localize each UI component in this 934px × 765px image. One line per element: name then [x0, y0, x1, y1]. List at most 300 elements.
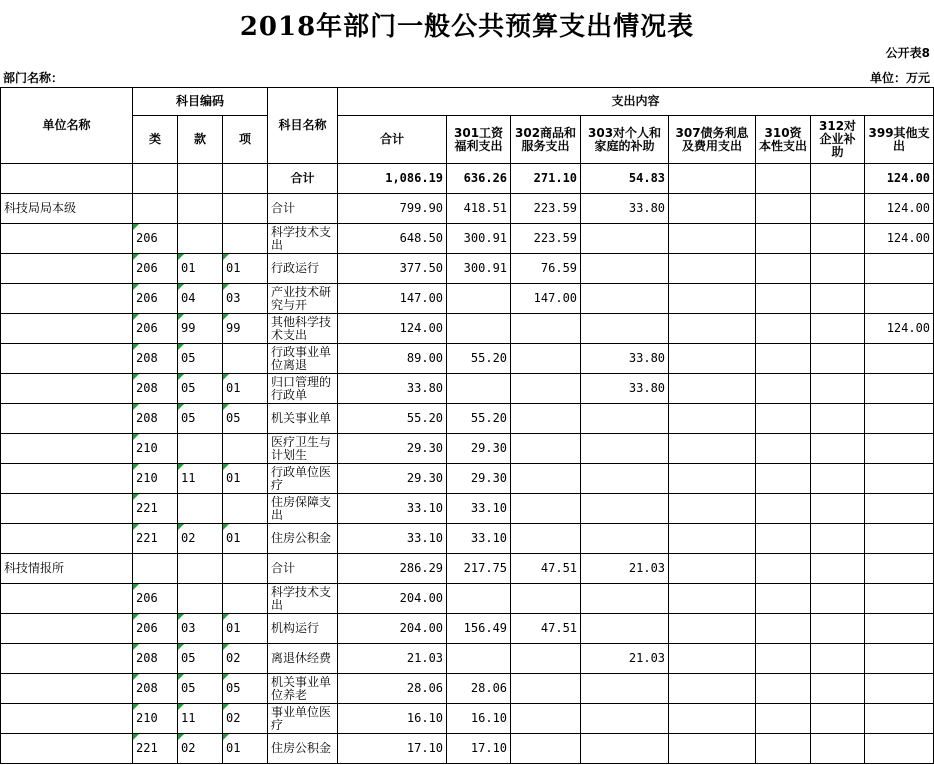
cell-unit: [1, 494, 133, 524]
cell-c301: 418.51: [447, 194, 511, 224]
cell-c301: 29.30: [447, 464, 511, 494]
cell-c399: [865, 434, 934, 464]
subject-name-text: 住房保障支出: [271, 495, 332, 522]
cell-c303: [581, 464, 669, 494]
cell-c399: [865, 254, 934, 284]
cell-name: [268, 254, 338, 284]
cell-c307: [669, 284, 756, 314]
cell-kuan: 05: [178, 374, 223, 404]
cell-c399: [865, 674, 934, 704]
cell-c302: [511, 734, 581, 764]
cell-c399: [865, 464, 934, 494]
cell-total: 204.00: [338, 614, 447, 644]
cell-c312: [811, 164, 865, 194]
cell-xiang: 01: [223, 734, 268, 764]
cell-name: [268, 524, 338, 554]
cell-c303: [581, 254, 669, 284]
cell-total: 286.29: [338, 554, 447, 584]
cell-name: [268, 554, 338, 584]
cell-xiang: [223, 584, 268, 614]
budget-table: [0, 87, 934, 764]
cell-unit: [1, 224, 133, 254]
cell-unit: [1, 734, 133, 764]
cell-c301: [447, 314, 511, 344]
cell-total: 29.30: [338, 434, 447, 464]
table-row: [1, 224, 934, 254]
cell-c301: 16.10: [447, 704, 511, 734]
cell-c302: [511, 494, 581, 524]
cell-lei: 206: [133, 254, 178, 284]
header-303: 303对个人和家庭的补助: [581, 116, 669, 164]
header-subject-name: 科目名称: [268, 88, 338, 164]
cell-unit: [1, 614, 133, 644]
cell-c312: [811, 614, 865, 644]
cell-kuan: [178, 224, 223, 254]
cell-c302: 223.59: [511, 194, 581, 224]
cell-total: 28.06: [338, 674, 447, 704]
cell-c301: 636.26: [447, 164, 511, 194]
cell-lei: 208: [133, 344, 178, 374]
cell-c399: 124.00: [865, 194, 934, 224]
cell-lei: [133, 164, 178, 194]
cell-c307: [669, 344, 756, 374]
subject-name-text: 住房公积金: [271, 742, 332, 755]
cell-kuan: 11: [178, 704, 223, 734]
cell-total: 147.00: [338, 284, 447, 314]
cell-c301: 300.91: [447, 224, 511, 254]
cell-name: [268, 584, 338, 614]
cell-kuan: 01: [178, 254, 223, 284]
cell-c310: [756, 614, 811, 644]
cell-c399: [865, 374, 934, 404]
cell-name: [268, 644, 338, 674]
cell-c302: 147.00: [511, 284, 581, 314]
cell-name: [268, 464, 338, 494]
cell-c310: [756, 704, 811, 734]
cell-c399: [865, 584, 934, 614]
cell-name: [268, 704, 338, 734]
cell-xiang: [223, 344, 268, 374]
cell-kuan: 02: [178, 734, 223, 764]
cell-name: [268, 614, 338, 644]
cell-c399: [865, 524, 934, 554]
subject-name-text: 机关事业单: [271, 412, 332, 425]
table-row: [1, 344, 934, 374]
cell-total: 33.10: [338, 494, 447, 524]
table-row: [1, 164, 934, 194]
cell-c302: [511, 314, 581, 344]
cell-c312: [811, 524, 865, 554]
cell-c307: [669, 164, 756, 194]
cell-c303: [581, 734, 669, 764]
cell-name: [268, 164, 338, 194]
cell-c301: 29.30: [447, 434, 511, 464]
cell-xiang: 01: [223, 254, 268, 284]
cell-kuan: 05: [178, 344, 223, 374]
table-row: [1, 434, 934, 464]
cell-lei: 206: [133, 584, 178, 614]
cell-c312: [811, 494, 865, 524]
cell-c302: [511, 584, 581, 614]
table-row: [1, 674, 934, 704]
cell-c303: [581, 224, 669, 254]
cell-c307: [669, 674, 756, 704]
cell-c399: [865, 284, 934, 314]
cell-xiang: [223, 164, 268, 194]
cell-lei: 208: [133, 374, 178, 404]
cell-c310: [756, 164, 811, 194]
cell-c312: [811, 224, 865, 254]
cell-c301: [447, 374, 511, 404]
cell-c312: [811, 404, 865, 434]
cell-c399: [865, 554, 934, 584]
subject-name-text: 行政事业单位离退: [271, 345, 332, 372]
cell-xiang: [223, 434, 268, 464]
cell-c302: 47.51: [511, 614, 581, 644]
cell-c307: [669, 554, 756, 584]
cell-lei: 208: [133, 644, 178, 674]
cell-c399: [865, 704, 934, 734]
cell-c310: [756, 254, 811, 284]
header-312: 312对企业补助: [811, 116, 865, 164]
cell-c399: [865, 614, 934, 644]
subject-name-text: 行政运行: [271, 262, 320, 275]
cell-c310: [756, 434, 811, 464]
header-expenditure: 支出内容: [338, 88, 934, 116]
cell-c303: 21.03: [581, 554, 669, 584]
cell-xiang: [223, 224, 268, 254]
cell-c301: 300.91: [447, 254, 511, 284]
table-row: [1, 194, 934, 224]
cell-c302: [511, 344, 581, 374]
cell-c307: [669, 584, 756, 614]
header-unit-name: 单位名称: [1, 88, 133, 164]
cell-kuan: [178, 584, 223, 614]
table-row: [1, 404, 934, 434]
table-row: [1, 374, 934, 404]
cell-c310: [756, 284, 811, 314]
cell-unit: [1, 344, 133, 374]
subject-name-text: 住房公积金: [271, 532, 332, 545]
subject-name-text: 科学技术支出: [271, 225, 332, 252]
subject-name-text: 机关事业单位养老: [271, 675, 332, 702]
cell-unit: [1, 434, 133, 464]
cell-c307: [669, 314, 756, 344]
cell-c302: 76.59: [511, 254, 581, 284]
cell-name: [268, 314, 338, 344]
cell-kuan: [178, 434, 223, 464]
cell-xiang: 01: [223, 614, 268, 644]
cell-c310: [756, 554, 811, 584]
cell-c307: [669, 194, 756, 224]
cell-lei: [133, 194, 178, 224]
header-310: 310资本性支出: [756, 116, 811, 164]
header-302: 302商品和服务支出: [511, 116, 581, 164]
table-row: [1, 464, 934, 494]
table-row: [1, 644, 934, 674]
cell-c307: [669, 464, 756, 494]
cell-xiang: 01: [223, 374, 268, 404]
department-label: 部门名称：: [3, 71, 64, 85]
cell-c312: [811, 344, 865, 374]
cell-c307: [669, 644, 756, 674]
cell-total: 33.10: [338, 524, 447, 554]
cell-c312: [811, 254, 865, 284]
cell-c312: [811, 734, 865, 764]
cell-kuan: 04: [178, 284, 223, 314]
cell-lei: 210: [133, 434, 178, 464]
cell-unit: [1, 404, 133, 434]
cell-c310: [756, 674, 811, 704]
cell-kuan: [178, 164, 223, 194]
cell-c307: [669, 374, 756, 404]
subject-name-text: 离退休经费: [271, 652, 332, 665]
subject-name-text: 机构运行: [271, 622, 320, 635]
cell-c301: 55.20: [447, 344, 511, 374]
cell-c301: 33.10: [447, 494, 511, 524]
table-row: [1, 614, 934, 644]
cell-c312: [811, 374, 865, 404]
cell-name: [268, 404, 338, 434]
cell-c301: [447, 644, 511, 674]
header-kuan: 款: [178, 116, 223, 164]
form-number: 公开表8: [885, 46, 930, 60]
cell-unit: [1, 674, 133, 704]
cell-c312: [811, 674, 865, 704]
cell-c399: [865, 494, 934, 524]
header-xiang: 项: [223, 116, 268, 164]
cell-c310: [756, 374, 811, 404]
cell-total: 1,086.19: [338, 164, 447, 194]
cell-kuan: 05: [178, 674, 223, 704]
subject-name-text: 其他科学技术支出: [271, 315, 332, 342]
cell-c307: [669, 254, 756, 284]
cell-c303: [581, 434, 669, 464]
cell-xiang: 05: [223, 674, 268, 704]
cell-kuan: [178, 554, 223, 584]
cell-c307: [669, 524, 756, 554]
cell-lei: [133, 554, 178, 584]
cell-xiang: 99: [223, 314, 268, 344]
cell-c303: 54.83: [581, 164, 669, 194]
header-307: 307债务利息及费用支出: [669, 116, 756, 164]
cell-kuan: 05: [178, 644, 223, 674]
cell-c303: [581, 704, 669, 734]
cell-total: 21.03: [338, 644, 447, 674]
cell-total: 377.50: [338, 254, 447, 284]
cell-xiang: 02: [223, 704, 268, 734]
cell-c399: [865, 404, 934, 434]
cell-kuan: [178, 494, 223, 524]
cell-c301: [447, 284, 511, 314]
subject-name-text: 产业技术研究与开: [271, 285, 332, 312]
cell-kuan: 05: [178, 404, 223, 434]
cell-xiang: [223, 554, 268, 584]
subject-name-text: 医疗卫生与计划生: [271, 435, 332, 462]
cell-xiang: 01: [223, 524, 268, 554]
subject-name-text: 合计: [290, 172, 315, 185]
cell-c312: [811, 314, 865, 344]
cell-total: 89.00: [338, 344, 447, 374]
cell-name: [268, 734, 338, 764]
cell-unit: [1, 644, 133, 674]
cell-c303: [581, 494, 669, 524]
subject-name-text: 归口管理的行政单: [271, 375, 332, 402]
cell-c302: [511, 704, 581, 734]
cell-name: [268, 494, 338, 524]
cell-c310: [756, 404, 811, 434]
cell-unit: [1, 374, 133, 404]
cell-name: [268, 344, 338, 374]
cell-c312: [811, 434, 865, 464]
cell-unit: [1, 254, 133, 284]
subject-name-text: 事业单位医疗: [271, 705, 332, 732]
cell-lei: 221: [133, 494, 178, 524]
table-row: [1, 314, 934, 344]
cell-lei: 206: [133, 614, 178, 644]
cell-c302: [511, 464, 581, 494]
cell-c399: [865, 344, 934, 374]
cell-kuan: [178, 194, 223, 224]
cell-c307: [669, 434, 756, 464]
cell-name: [268, 374, 338, 404]
cell-lei: 206: [133, 314, 178, 344]
cell-c399: [865, 734, 934, 764]
subject-name-text: 行政单位医疗: [271, 465, 332, 492]
cell-c301: 156.49: [447, 614, 511, 644]
cell-c303: [581, 284, 669, 314]
cell-name: [268, 674, 338, 704]
cell-lei: 221: [133, 524, 178, 554]
cell-total: 16.10: [338, 704, 447, 734]
cell-c312: [811, 284, 865, 314]
subject-name-text: 合计: [271, 562, 296, 575]
cell-c302: [511, 374, 581, 404]
cell-c310: [756, 194, 811, 224]
cell-c303: [581, 524, 669, 554]
table-row: [1, 494, 934, 524]
cell-c303: [581, 674, 669, 704]
cell-c303: [581, 404, 669, 434]
cell-c302: [511, 524, 581, 554]
cell-lei: 221: [133, 734, 178, 764]
cell-c302: 47.51: [511, 554, 581, 584]
cell-total: 124.00: [338, 314, 447, 344]
cell-xiang: 02: [223, 644, 268, 674]
cell-lei: 210: [133, 704, 178, 734]
table-row: [1, 254, 934, 284]
cell-c312: [811, 194, 865, 224]
cell-unit: [1, 464, 133, 494]
cell-c312: [811, 584, 865, 614]
cell-c312: [811, 554, 865, 584]
cell-name: [268, 434, 338, 464]
cell-c312: [811, 464, 865, 494]
cell-unit: [1, 704, 133, 734]
cell-xiang: 05: [223, 404, 268, 434]
cell-c303: [581, 614, 669, 644]
cell-kuan: 11: [178, 464, 223, 494]
cell-lei: 206: [133, 284, 178, 314]
cell-unit: [1, 164, 133, 194]
cell-c301: 28.06: [447, 674, 511, 704]
table-row: [1, 704, 934, 734]
header-subject-code: 科目编码: [133, 88, 268, 116]
header-399: 399其他支出: [865, 116, 934, 164]
cell-c310: [756, 524, 811, 554]
cell-c310: [756, 584, 811, 614]
cell-total: 33.80: [338, 374, 447, 404]
table-row: [1, 584, 934, 614]
cell-c303: [581, 314, 669, 344]
cell-total: 799.90: [338, 194, 447, 224]
cell-name: [268, 194, 338, 224]
cell-c310: [756, 344, 811, 374]
cell-total: 17.10: [338, 734, 447, 764]
cell-c312: [811, 704, 865, 734]
cell-total: 29.30: [338, 464, 447, 494]
cell-lei: 208: [133, 404, 178, 434]
cell-xiang: [223, 194, 268, 224]
cell-c399: 124.00: [865, 164, 934, 194]
cell-c301: 17.10: [447, 734, 511, 764]
page-title: 2018年部门一般公共预算支出情况表: [239, 12, 695, 42]
cell-total: 204.00: [338, 584, 447, 614]
cell-c310: [756, 464, 811, 494]
cell-c310: [756, 644, 811, 674]
cell-c303: 33.80: [581, 374, 669, 404]
cell-c303: 21.03: [581, 644, 669, 674]
header-301: 301工资福利支出: [447, 116, 511, 164]
cell-c302: [511, 674, 581, 704]
cell-name: [268, 224, 338, 254]
subject-name-text: 合计: [271, 202, 296, 215]
cell-c303: 33.80: [581, 344, 669, 374]
table-row: [1, 524, 934, 554]
header-lei: 类: [133, 116, 178, 164]
cell-unit: [1, 584, 133, 614]
cell-c310: [756, 734, 811, 764]
cell-c399: [865, 644, 934, 674]
cell-xiang: [223, 494, 268, 524]
cell-c307: [669, 704, 756, 734]
cell-c302: [511, 404, 581, 434]
cell-kuan: 99: [178, 314, 223, 344]
cell-c303: 33.80: [581, 194, 669, 224]
cell-c301: 217.75: [447, 554, 511, 584]
cell-xiang: 01: [223, 464, 268, 494]
cell-c301: 33.10: [447, 524, 511, 554]
cell-c307: [669, 224, 756, 254]
cell-c399: 124.00: [865, 314, 934, 344]
cell-c301: 55.20: [447, 404, 511, 434]
subject-name-text: 科学技术支出: [271, 585, 332, 612]
cell-c307: [669, 494, 756, 524]
cell-unit: [1, 284, 133, 314]
cell-total: 55.20: [338, 404, 447, 434]
cell-unit: [1, 314, 133, 344]
table-row: [1, 284, 934, 314]
header-total: 合计: [338, 116, 447, 164]
cell-kuan: 02: [178, 524, 223, 554]
table-row: [1, 554, 934, 584]
cell-c302: [511, 434, 581, 464]
cell-c301: [447, 584, 511, 614]
cell-c307: [669, 734, 756, 764]
cell-c303: [581, 584, 669, 614]
cell-c307: [669, 404, 756, 434]
table-row: [1, 734, 934, 764]
